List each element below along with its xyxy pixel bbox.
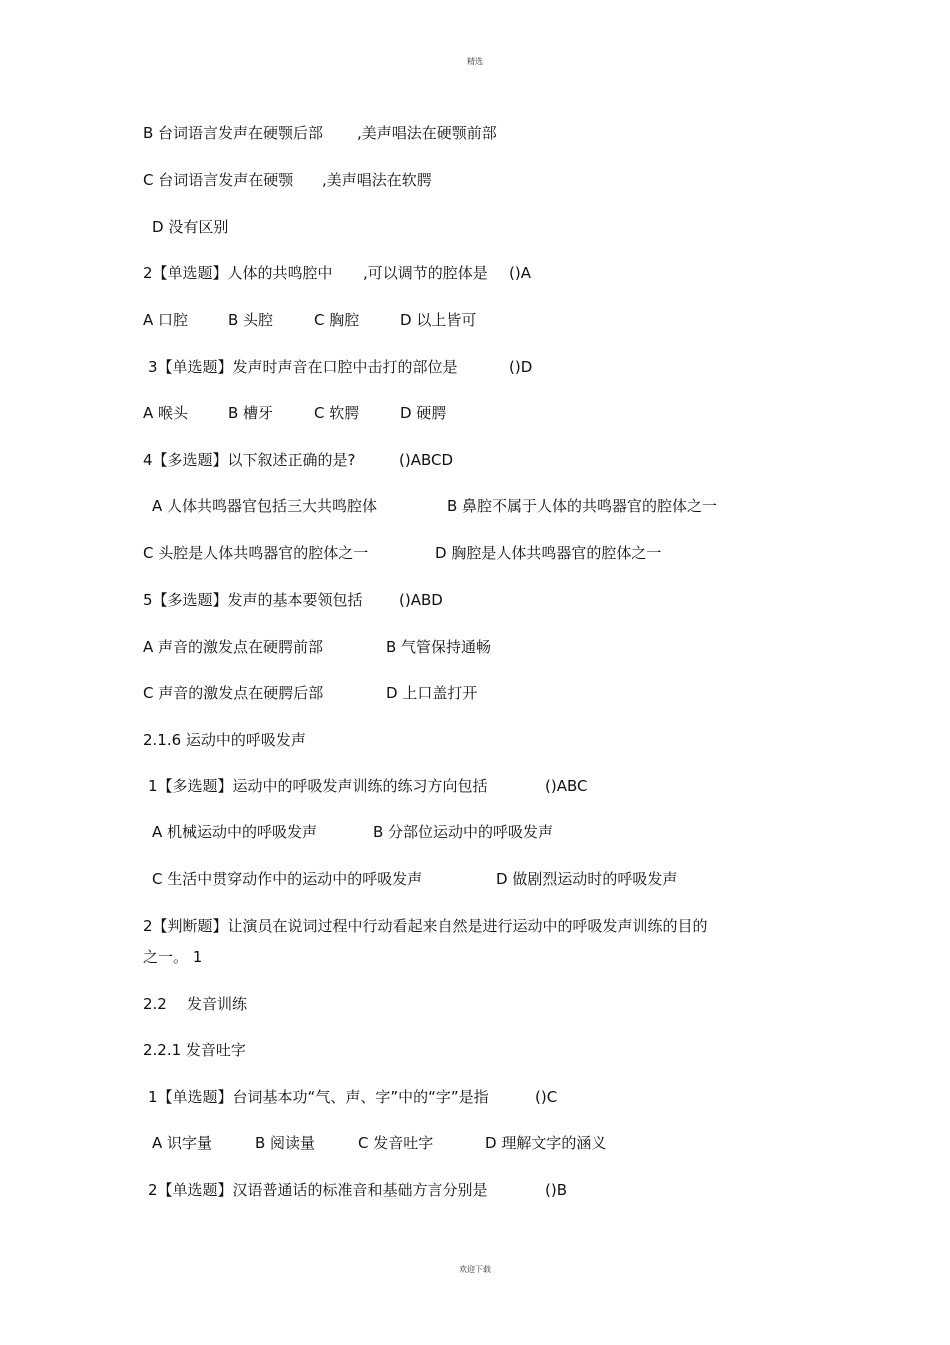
text-segment: ()ABC: [545, 777, 588, 795]
text-segment: ()A: [509, 264, 531, 282]
text-segment: 2.2: [143, 995, 167, 1013]
text-segment: ()ABD: [399, 591, 443, 609]
text-segment: A 人体共鸣器官包括三大共鸣腔体: [152, 497, 378, 515]
text-segment: A 声音的激发点在硬腭前部: [143, 638, 324, 656]
text-segment: B 气管保持通畅: [386, 638, 492, 656]
text-segment: 2.2.1 发音吐字: [143, 1041, 246, 1059]
text-segment: D 做剧烈运动时的呼吸发声: [496, 870, 678, 888]
text-segment: D 没有区别: [152, 218, 229, 236]
text-segment: 1【多选题】运动中的呼吸发声训练的练习方向包括: [148, 777, 488, 795]
text-segment: C 胸腔: [314, 311, 360, 329]
text-segment: 2【单选题】人体的共鸣腔中: [143, 264, 333, 282]
text-segment: B 鼻腔不属于人体的共鸣器官的腔体之一: [447, 497, 718, 515]
text-segment: 之一。 1: [143, 948, 203, 966]
text-segment: ,美声唱法在软腭: [322, 171, 432, 189]
text-segment: B 分部位运动中的呼吸发声: [373, 823, 554, 841]
text-segment: 3【单选题】发声时声音在口腔中击打的部位是: [148, 358, 458, 376]
text-segment: D 胸腔是人体共鸣器官的腔体之一: [435, 544, 662, 562]
text-segment: D 上口盖打开: [386, 684, 478, 702]
page-footer: 欢迎下载: [459, 1265, 491, 1274]
text-segment: B 阅读量: [255, 1134, 316, 1152]
page-header: 精选: [467, 57, 483, 66]
text-segment: D 硬腭: [400, 404, 447, 422]
text-segment: 2【判断题】让演员在说词过程中行动看起来自然是进行运动中的呼吸发声训练的目的: [143, 917, 708, 935]
text-segment: ()D: [509, 358, 533, 376]
text-segment: A 机械运动中的呼吸发声: [152, 823, 318, 841]
text-segment: 2【单选题】汉语普通话的标准音和基础方言分别是: [148, 1181, 488, 1199]
text-segment: C 台词语言发声在硬颚: [143, 171, 294, 189]
text-segment: A 喉头: [143, 404, 189, 422]
text-segment: 2.1.6 运动中的呼吸发声: [143, 731, 306, 749]
text-segment: 1【单选题】台词基本功“气、声、字”中的“字”是指: [148, 1088, 489, 1106]
text-segment: 5【多选题】发声的基本要领包括: [143, 591, 363, 609]
text-segment: ,可以调节的腔体是: [363, 264, 488, 282]
text-segment: D 以上皆可: [400, 311, 477, 329]
text-segment: ()B: [545, 1181, 567, 1199]
text-segment: 发音训练: [187, 995, 248, 1013]
text-segment: C 发音吐字: [358, 1134, 434, 1152]
text-segment: B 头腔: [228, 311, 274, 329]
text-segment: ,美声唱法在硬颚前部: [357, 124, 497, 142]
text-segment: A 识字量: [152, 1134, 213, 1152]
text-segment: 4【多选题】以下叙述正确的是?: [143, 451, 356, 469]
text-segment: C 头腔是人体共鸣器官的腔体之一: [143, 544, 369, 562]
text-segment: ()ABCD: [399, 451, 454, 469]
text-segment: D 理解文字的涵义: [485, 1134, 607, 1152]
text-segment: C 软腭: [314, 404, 360, 422]
text-segment: C 生活中贯穿动作中的运动中的呼吸发声: [152, 870, 423, 888]
text-segment: ()C: [535, 1088, 558, 1106]
text-segment: C 声音的激发点在硬腭后部: [143, 684, 324, 702]
text-segment: A 口腔: [143, 311, 189, 329]
text-segment: B 台词语言发声在硬颚后部: [143, 124, 324, 142]
text-segment: B 槽牙: [228, 404, 274, 422]
